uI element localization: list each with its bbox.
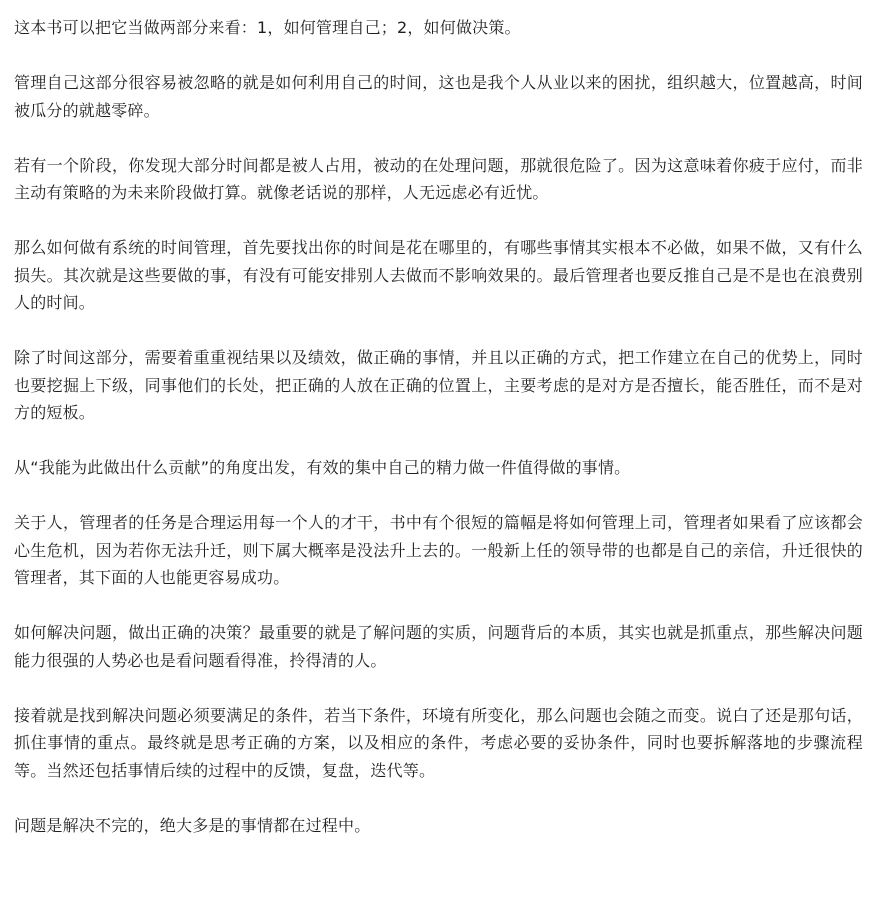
paragraph: 接着就是找到解决问题必须要满足的条件，若当下条件，环境有所变化，那么问题也会随之而变。说白了还是那句话，抓住事情的重点。最终就是思考正确的方案，以及相应的条件，考虑必要的妥协条件，同时也要拆解落地的步骤流程等。当然还包括事情后续的过程中的反馈，复盘，迭代等。 [14, 705, 863, 780]
paragraph: 管理自己这部分很容易被忽略的就是如何利用自己的时间，这也是我个人从业以来的困扰，组织越大，位置越高，时间被瓜分的就越零碎。 [14, 73, 863, 120]
paragraph: 如何解决问题，做出正确的决策？最重要的就是了解问题的实质，问题背后的本质，其实也就是抓重点，那些解决问题能力很强的人势必也是看问题看得准，拎得清的人。 [14, 623, 863, 670]
paragraph: 从“我能为此做出什么贡献”的角度出发，有效的集中自己的精力做一件值得做的事情。 [14, 458, 631, 477]
article-body [14, 14, 863, 839]
paragraph: 问题是解决不完的，绝大多是的事情都在过程中。 [14, 815, 371, 835]
paragraph: 那么如何做有系统的时间管理，首先要找出你的时间是花在哪里的，有哪些事情其实根本不必做，如果不做，又有什么损失。其次就是这些要做的事，有没有可能安排别人去做而不影响效果的。最后管理者也要反推自己是不是也在浪费别人的时间。 [14, 238, 863, 312]
paragraph: 关于人，管理者的任务是合理运用每一个人的才干，书中有个很短的篇幅是将如何管理上司，管理者如果看了应该都会心生危机，因为若你无法升迁，则下属大概率是没法升上去的。一般新上任的领导带的也都是自己的亲信，升迁很快的管理者，其下面的人也能更容易成功。 [14, 513, 863, 587]
paragraph: 除了时间这部分，需要着重重视结果以及绩效，做正确的事情，并且以正确的方式，把工作建立在自己的优势上，同时也要挖掘上下级，同事他们的长处，把正确的人放在正确的位置上，主要考虑的是对方是否擅长，能否胜任，而不是对方的短板。 [14, 348, 863, 422]
paragraph: 若有一个阶段，你发现大部分时间都是被人占用，被动的在处理问题，那就很危险了。因为这意味着你疲于应付，而非主动有策略的为未来阶段做打算。就像老话说的那样，人无远虑必有近忧。 [14, 155, 863, 202]
paragraph: 这本书可以把它当做两部分来看：1，如何管理自己；2，如何做决策。 [14, 18, 521, 37]
